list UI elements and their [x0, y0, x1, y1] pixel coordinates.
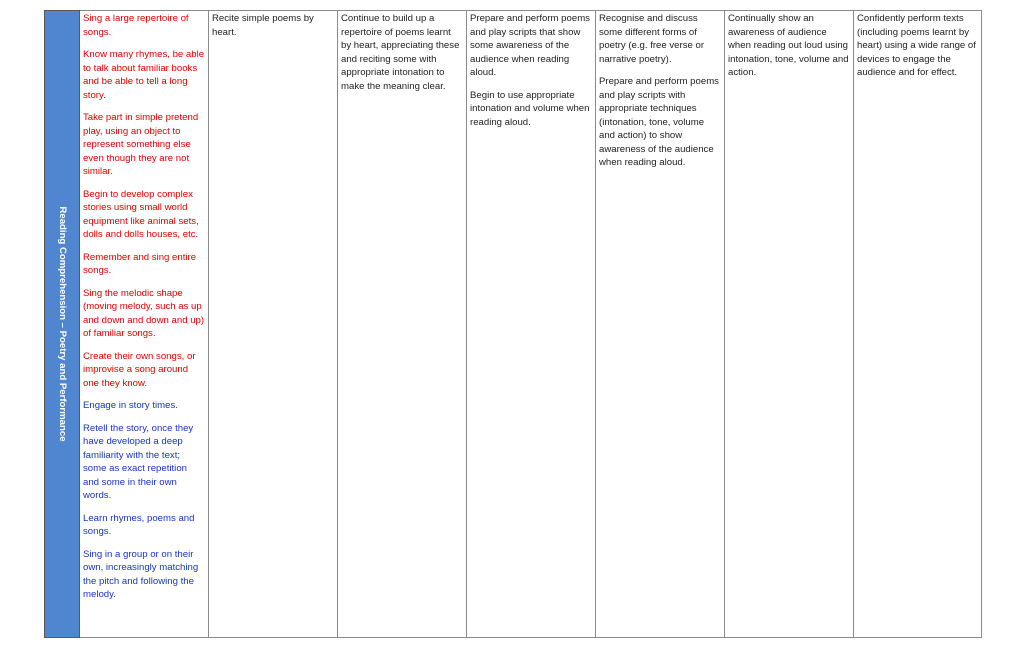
eyfs-red-item: Know many rhymes, be able to talk about familiar books and be able to tell a long story.: [83, 49, 205, 101]
table-row: [45, 11, 982, 638]
column-text: Continue to build up a repertoire of poems learnt by heart, appreciating these and reciting some with appropriate intonation to make the meaning clear.: [341, 13, 460, 92]
year-column-cell: [854, 11, 982, 638]
eyfs-blue-item: Sing in a group or on their own, increasingly matching the pitch and following the melody.: [83, 548, 199, 600]
row-header-label: Reading Comprehension – Poetry and Performance: [56, 206, 68, 442]
eyfs-blue-item: Engage in story times.: [83, 400, 178, 411]
eyfs-red-item: Sing the melodic shape (moving melody, such as up and down and down and up) of familiar songs.: [83, 287, 205, 339]
eyfs-blue-item: Retell the story, once they have developed a deep familiarity with the text; some as exact repetition and some in their own words.: [83, 422, 194, 501]
column-text: Confidently perform texts (including poems learnt by heart) using a wide range of devices to engage the audience and for effect.: [857, 13, 976, 78]
column-text: Recognise and discuss some different forms of poetry (e.g. free verse or narrative poetry).: [599, 13, 705, 65]
eyfs-red-item: Take part in simple pretend play, using an object to represent something else even though they are not similar.: [83, 112, 199, 177]
eyfs-cell: [80, 11, 209, 638]
eyfs-blue-item: Learn rhymes, poems and songs.: [83, 512, 195, 537]
eyfs-red-item: Sing a large repertoire of songs.: [83, 13, 189, 38]
year-column-cell: [725, 11, 854, 638]
year-column-cell: [338, 11, 467, 638]
column-text: Begin to use appropriate intonation and volume when reading aloud.: [470, 89, 590, 128]
column-text: Prepare and perform poems and play scripts that show some awareness of the audience when reading aloud.: [470, 13, 590, 78]
row-header-cell: [45, 11, 80, 638]
year-column-cell: [467, 11, 596, 638]
eyfs-red-item: Create their own songs, or improvise a song around one they know.: [83, 350, 196, 389]
column-text: Recite simple poems by heart.: [212, 13, 314, 38]
eyfs-red-item: Begin to develop complex stories using small world equipment like animal sets, dolls and dolls houses, etc.: [83, 188, 199, 240]
column-text: Continually show an awareness of audience when reading out loud using intonation, tone, volume and action.: [728, 13, 849, 78]
eyfs-red-item: Remember and sing entire songs.: [83, 251, 197, 276]
curriculum-table: [44, 10, 982, 638]
column-text: Prepare and perform poems and play scripts with appropriate techniques (intonation, tone, volume and action) to show awareness of the audience when reading aloud.: [599, 76, 719, 168]
year-column-cell: [209, 11, 338, 638]
year-column-cell: [596, 11, 725, 638]
